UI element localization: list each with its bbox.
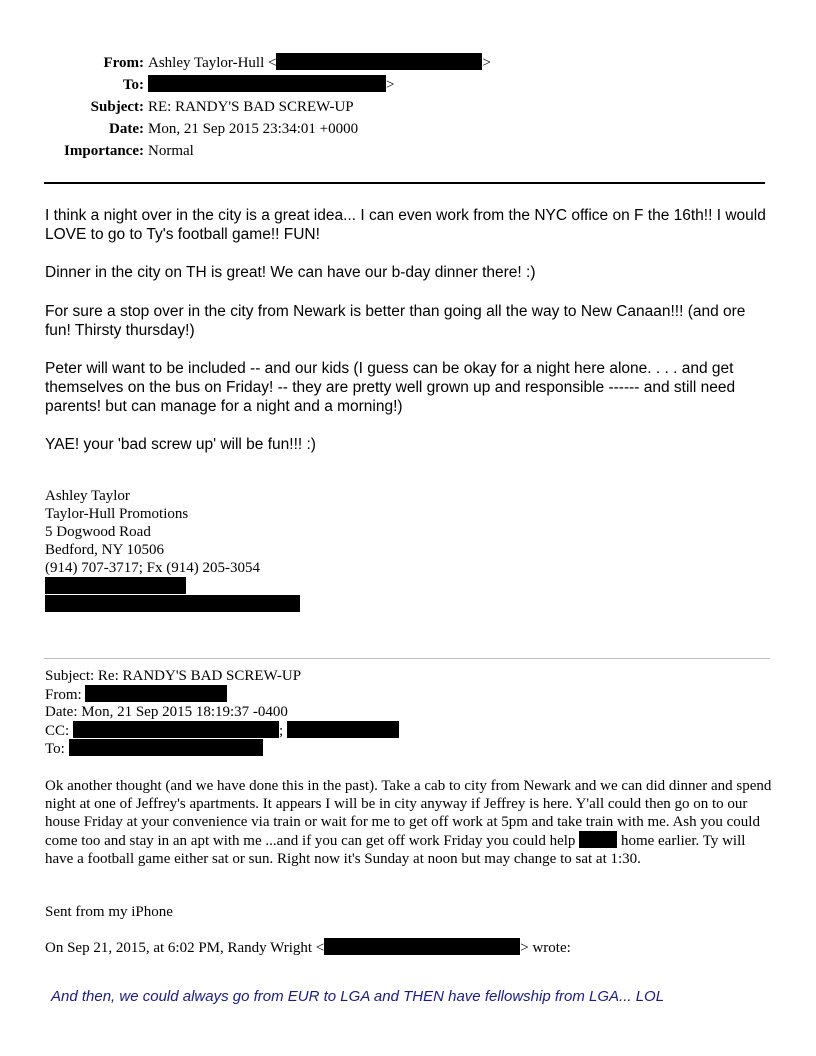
message-paragraph: Dinner in the city on TH is great! We can have our b-day dinner there! :) <box>45 264 536 281</box>
quoted-attribution: On Sep 21, 2015, at 6:02 PM, Randy Wright < > wrote: <box>45 940 571 956</box>
forwarded-to-label: To: <box>45 741 65 757</box>
subject-value: RE: RANDY'S BAD SCREW-UP <box>148 99 354 115</box>
forwarded-header <box>45 667 399 757</box>
forwarded-subject: Subject: Re: RANDY'S BAD SCREW-UP <box>45 668 302 684</box>
to-label: To: <box>122 77 144 93</box>
signature-block <box>45 487 300 613</box>
message-paragraph: For sure a stop over in the city from Newark is better than going all the way to New Canaan!!! (and ore fun! Thirsty thursday!) <box>45 303 746 339</box>
redaction-block <box>579 831 617 848</box>
subject-row <box>40 96 354 118</box>
sent-from: Sent from my iPhone <box>45 904 173 920</box>
redaction-block <box>324 938 520 955</box>
message-paragraph: I think a night over in the city is a great idea... I can even work from the NYC office on F the 16th!! I would LOVE to go to Ty's football game!! FUN! <box>45 207 766 243</box>
signature-street: 5 Dogwood Road <box>45 524 151 540</box>
from-name: Ashley Taylor-Hull < <box>148 55 277 71</box>
message-paragraph: Peter will want to be included -- and our kids (I guess can be okay for a night here alone. . . . and get themselves on the bus on Friday! -- they are pretty well grown up and responsible ------ and still need parents! but can manage for a night and a morning!) <box>45 360 736 415</box>
redaction-block <box>73 721 279 738</box>
redaction-block <box>45 595 300 612</box>
to-close: > <box>386 77 395 93</box>
date-label: Date: <box>109 121 144 137</box>
date-value: Mon, 21 Sep 2015 23:34:01 +0000 <box>148 121 359 137</box>
forwarded-cc-label: CC: <box>45 723 70 739</box>
header-divider <box>44 182 765 184</box>
forwarded-date: Date: Mon, 21 Sep 2015 18:19:37 -0400 <box>45 704 288 720</box>
signature-company: Taylor-Hull Promotions <box>45 506 189 522</box>
message-paragraph: YAE! your 'bad screw up' will be fun!!! :) <box>45 436 316 453</box>
redaction-block <box>85 685 227 702</box>
to-row <box>40 74 394 96</box>
forwarded-from-label: From: <box>45 687 82 703</box>
date-row <box>40 118 358 140</box>
quoted-message: And then, we could always go from EUR to LGA and THEN have fellowship from LGA... LOL <box>51 988 665 1005</box>
signature-name: Ashley Taylor <box>45 488 130 504</box>
from-label: From: <box>103 55 144 71</box>
signature-phone: (914) 707-3717; Fx (914) 205-3054 <box>45 560 260 576</box>
forwarded-body: Ok another thought (and we have done this in the past). Take a cab to city from Newark and we can did dinner and spend night at one of Jeffrey's apartments. It appears I will be in city anyway if Jeffrey is here. Y'all could then go on to our house Friday at your convenience via train or wait for me to get off work at 5pm and take train with me. Ash you could come too and stay in an apt with me ...and if you can get off work Friday you could help home earlier. Ty will have a football game either sat or sun. Right now it's Sunday at noon but may change to sat at 1:30. <box>45 778 772 867</box>
redaction-block <box>287 721 399 738</box>
redaction-block <box>148 75 386 92</box>
importance-row <box>40 140 194 162</box>
importance-value: Normal <box>148 143 194 159</box>
redaction-block <box>69 739 263 756</box>
signature-city: Bedford, NY 10506 <box>45 542 165 558</box>
importance-label: Importance: <box>64 143 144 159</box>
redaction-block <box>45 577 186 594</box>
from-close: > <box>482 55 491 71</box>
from-row <box>40 52 491 74</box>
redaction-block <box>276 53 482 70</box>
forwarded-cc-sep: ; <box>278 723 284 739</box>
thread-divider <box>44 658 770 659</box>
subject-label: Subject: <box>90 99 144 115</box>
